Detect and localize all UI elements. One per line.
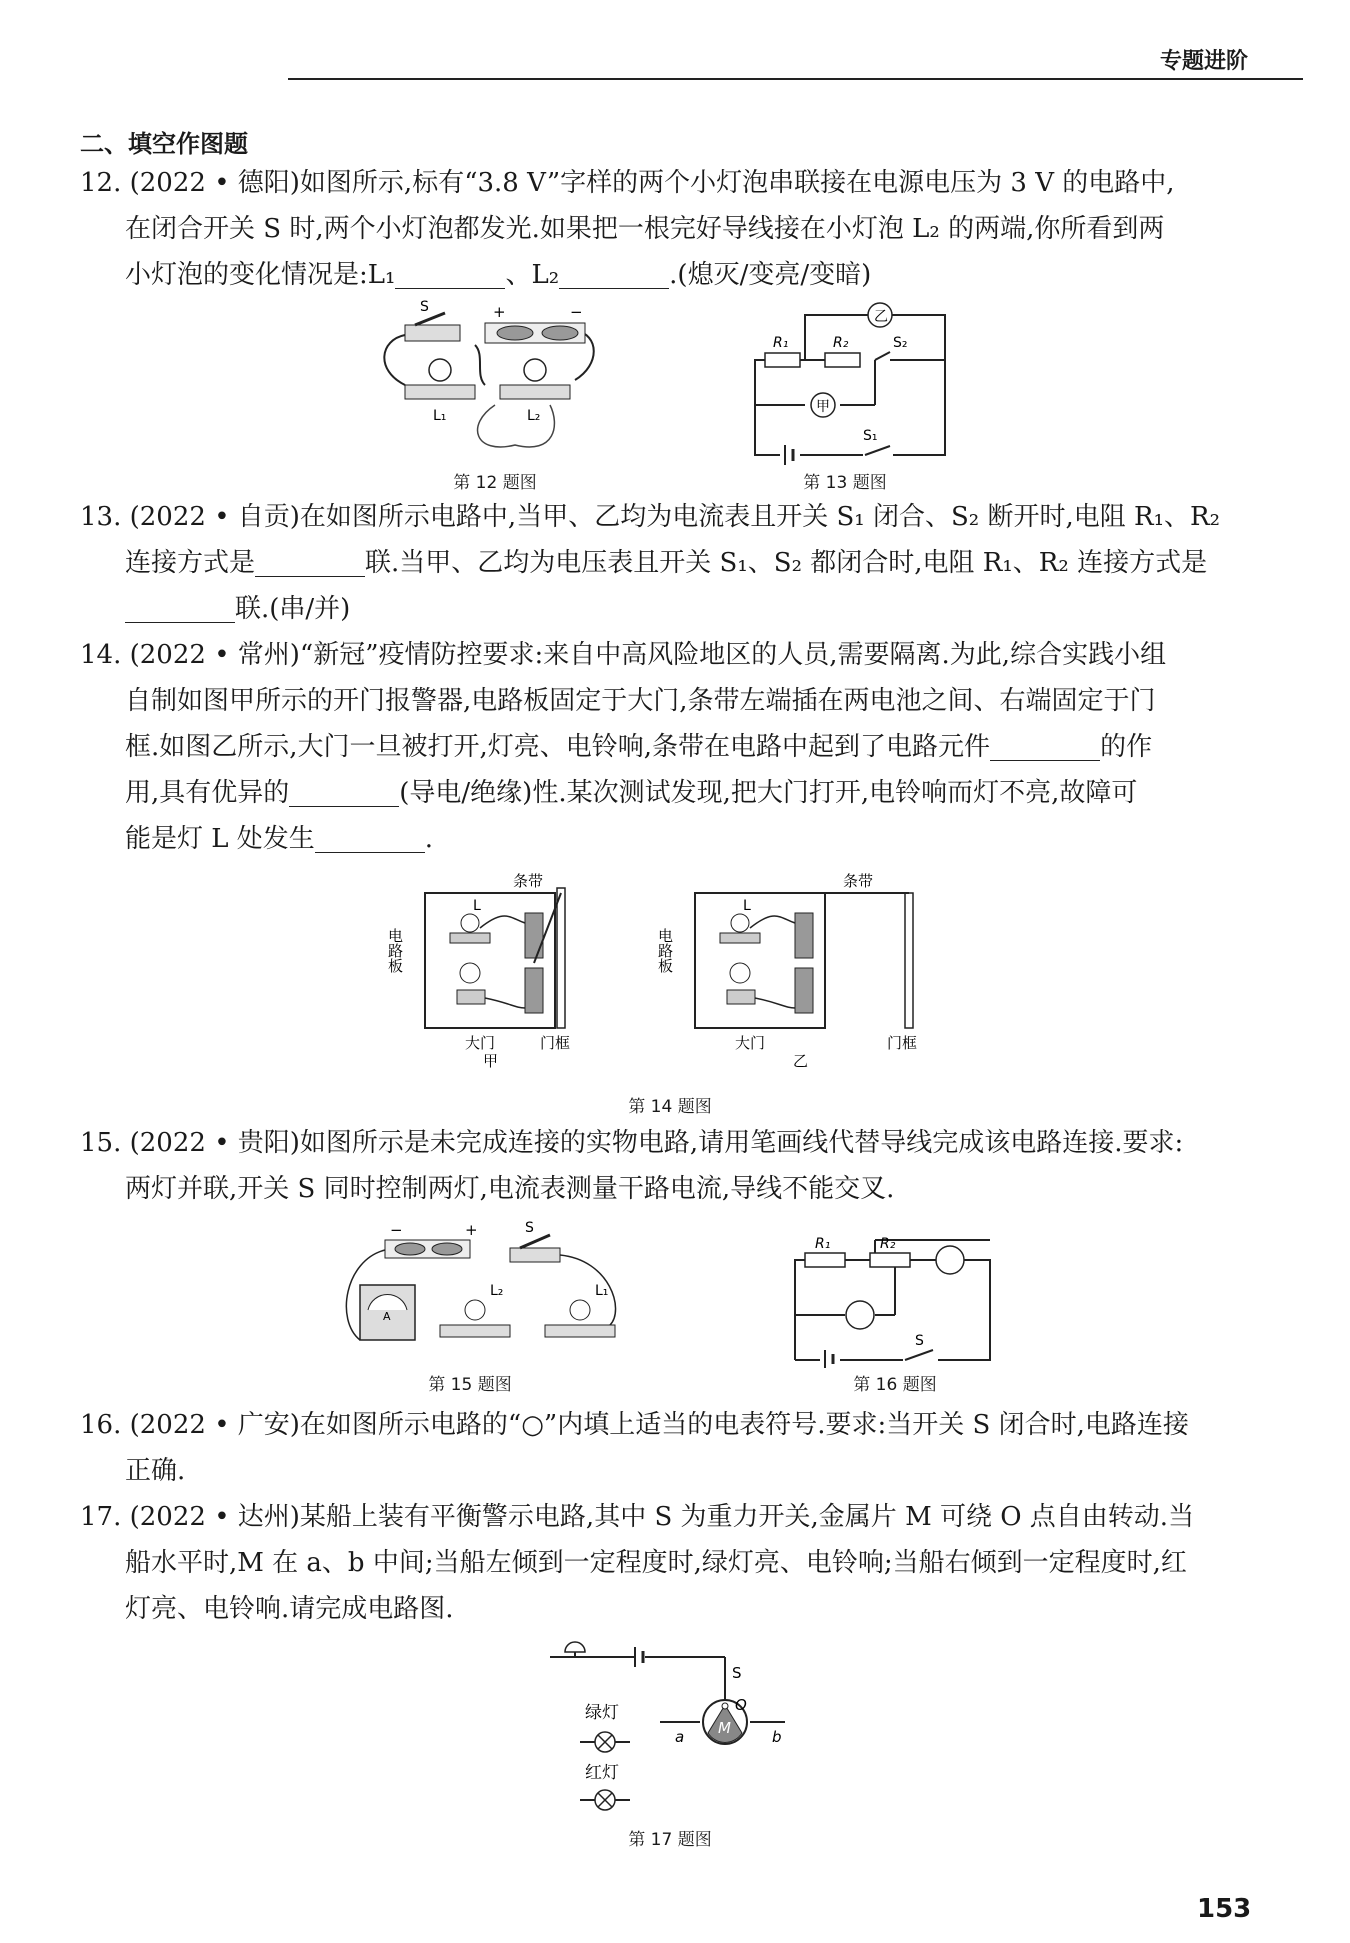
header-title: 专题进阶: [1160, 49, 1249, 74]
resistor-r1: [805, 1253, 845, 1267]
switch-base: [510, 1248, 560, 1262]
resistor-r1: [765, 353, 800, 367]
fig16-label-s: S: [915, 1333, 924, 1349]
fig16-label-r1: R₁: [815, 1236, 831, 1252]
figure-13: [745, 290, 960, 460]
fig13-label-jia: 甲: [816, 399, 830, 415]
q17-line1: 17. (2022 • 达州)某船上装有平衡警示电路,其中 S 为重力开关,金属片 M 可绕 O 点自由转动.当: [80, 1502, 1195, 1532]
fig16-caption: 第 16 题图: [853, 1375, 937, 1395]
battery: [795, 968, 813, 1013]
lamp-base-1: [545, 1325, 615, 1337]
fig15-label-s: S: [525, 1220, 534, 1236]
fig14-label-board: 电路板: [386, 928, 404, 973]
lamp-base-2: [440, 1325, 510, 1337]
fig15-caption: 第 15 题图: [428, 1375, 512, 1395]
question-12: [80, 160, 1270, 298]
fig13-label-s2: S₂: [893, 335, 908, 351]
bell-icon: [730, 963, 750, 983]
q13-line2: 连接方式是 联.当甲、乙均为电压表且开关 S₁、S₂ 都闭合时,电阻 R₁、R₂ 连接方式是: [125, 548, 1208, 578]
fig14-label-door: 大门: [735, 1034, 766, 1052]
fig15-label-meter: A: [383, 1310, 391, 1323]
fig17-label-o: O: [735, 1696, 747, 1714]
fig14-caption: 第 14 题图: [628, 1097, 712, 1117]
answer-blank[interactable]: [990, 730, 1100, 761]
fig14-label-l: L: [473, 898, 481, 914]
battery: [795, 913, 813, 958]
answer-blank[interactable]: [289, 776, 399, 807]
q17-line2: 船水平时,M 在 a、b 中间;当船左倾到一定程度时,绿灯亮、电铃响;当船右倾到一定程度时,红: [125, 1548, 1187, 1578]
fig12-label-s: S: [420, 299, 429, 315]
q15-line1: 15. (2022 • 贵阳)如图所示是未完成连接的实物电路,请用笔画线代替导线完成该电路连接.要求:: [80, 1128, 1184, 1158]
q17-line3: 灯亮、电铃响.请完成电路图.: [125, 1594, 454, 1624]
bulb-icon: [731, 914, 749, 932]
fig17-label-s: S: [732, 1664, 742, 1682]
question-14: [80, 632, 1270, 862]
q15-line2: 两灯并联,开关 S 同时控制两灯,电流表测量干路电流,导线不能交叉.: [125, 1174, 895, 1204]
fig17-label-m: M: [718, 1719, 731, 1737]
figure-16: [785, 1230, 1000, 1365]
bulb-icon: [524, 359, 546, 381]
question-13: [80, 494, 1270, 632]
fig15-label-plus: +: [465, 1221, 478, 1239]
question-17: [80, 1494, 1270, 1632]
q14-line4: 用,具有优异的 (导电/绝缘)性.某次测试发现,把大门打开,电铃响而灯不亮,故障可: [125, 778, 1138, 808]
meter-slot-1[interactable]: [936, 1246, 964, 1274]
fig12-label-plus: +: [493, 303, 506, 321]
q16-line1: 16. (2022 • 广安)在如图所示电路的“○”内填上适当的电表符号.要求:当开关 S 闭合时,电路连接: [80, 1410, 1189, 1440]
fig15-label-l2: L₂: [490, 1283, 504, 1299]
figure-15: [335, 1220, 625, 1360]
page-number: 153: [1197, 1894, 1252, 1924]
door-frame: [557, 888, 565, 1028]
figure-14-jia: [386, 868, 580, 1070]
hands-wire: [478, 405, 555, 447]
answer-blank[interactable]: [125, 592, 235, 623]
q14-line1: 14. (2022 • 常州)“新冠”疫情防控要求:来自中高风险地区的人员,需要隔离.为此,综合实践小组: [80, 640, 1167, 670]
fig14-label-frame: 门框: [887, 1034, 918, 1052]
switch-base: [405, 325, 460, 341]
battery: [525, 913, 543, 958]
fig13-label-s1: S₁: [863, 428, 878, 444]
fig14-label-tiaodai: 条带: [843, 872, 874, 890]
q13-line3: 联.(串/并): [80, 586, 1270, 632]
fig12-label-l1: L₁: [433, 408, 447, 424]
fig16-label-r2: R₂: [880, 1236, 896, 1252]
fig12-caption: 第 12 题图: [453, 473, 537, 493]
fig12-label-minus: −: [570, 303, 583, 321]
fig12-label-l2: L₂: [527, 408, 541, 424]
fig13-label-r1: R₁: [773, 335, 789, 351]
resistor-r2: [825, 353, 860, 367]
fig13-caption: 第 13 题图: [803, 473, 887, 493]
fig13-label-r2: R₂: [833, 335, 849, 351]
bulb-icon: [461, 914, 479, 932]
q14-line3: 框.如图乙所示,大门一旦被打开,灯亮、电铃响,条带在电路中起到了电路元件 的作: [125, 732, 1153, 762]
fig17-label-red: 红灯: [585, 1763, 619, 1783]
fig17-caption: 第 17 题图: [628, 1830, 712, 1850]
fig14-label-l: L: [743, 898, 751, 914]
fig14-label-yi: 乙: [793, 1052, 809, 1070]
battery: [525, 968, 543, 1013]
section-title: 二、填空作图题: [80, 130, 248, 158]
figure-17: [550, 1630, 800, 1815]
q16-line2: 正确.: [125, 1456, 186, 1486]
bulb-icon: [570, 1300, 590, 1320]
bulb-icon: [429, 359, 451, 381]
answer-blank[interactable]: [255, 546, 365, 577]
q14-line2: 自制如图甲所示的开门报警器,电路板固定于大门,条带左端插在两电池之间、右端固定于门: [125, 686, 1156, 716]
header-rule: [288, 78, 1303, 80]
fig14-label-tiaodai: 条带: [513, 872, 544, 890]
fig14-label-board: 电路板: [656, 928, 674, 973]
fig14-label-frame: 门框: [540, 1034, 571, 1052]
answer-blank[interactable]: [559, 258, 669, 289]
fig17-label-green: 绿灯: [585, 1703, 619, 1723]
fig15-label-l1: L₁: [595, 1283, 609, 1299]
fig15-label-minus: −: [390, 1221, 403, 1239]
door-frame: [905, 893, 913, 1028]
resistor-r2: [870, 1253, 910, 1267]
q12-line1: 12. (2022 • 德阳)如图所示,标有“3.8 V”字样的两个小灯泡串联接在电源电压为 3 V 的电路中,: [80, 168, 1175, 198]
bell-icon: [565, 1642, 585, 1652]
q12-line2: 在闭合开关 S 时,两个小灯泡都发光.如果把一根完好导线接在小灯泡 L₂ 的两端,你所看到两: [125, 214, 1165, 244]
meter-slot-2[interactable]: [846, 1301, 874, 1329]
lamp-base-1: [405, 385, 475, 399]
fig13-label-yi: 乙: [874, 309, 888, 325]
figure-12: [375, 295, 605, 460]
wire: [384, 335, 405, 385]
q13-line1: 13. (2022 • 自贡)在如图所示电路中,当甲、乙均为电流表且开关 S₁ 闭合、S₂ 断开时,电阻 R₁、R₂: [80, 502, 1220, 532]
lamp-base-2: [500, 385, 570, 399]
figure-14-yi: [656, 868, 945, 1070]
answer-blank[interactable]: [395, 258, 505, 289]
question-15: [80, 1120, 1270, 1212]
fig17-label-b: b: [772, 1728, 782, 1746]
q12-line3: 小灯泡的变化情况是:L₁ 、L₂ .(熄灭/变亮/变暗): [125, 260, 872, 290]
answer-blank[interactable]: [315, 822, 425, 853]
q14-line5: 能是灯 L 处发生 .: [125, 824, 434, 854]
fig14-label-jia: 甲: [483, 1052, 499, 1070]
bell-icon: [460, 963, 480, 983]
fig17-label-a: a: [675, 1728, 685, 1746]
fig14-label-door: 大门: [465, 1034, 496, 1052]
bulb-icon: [465, 1300, 485, 1320]
question-16: [80, 1402, 1270, 1494]
